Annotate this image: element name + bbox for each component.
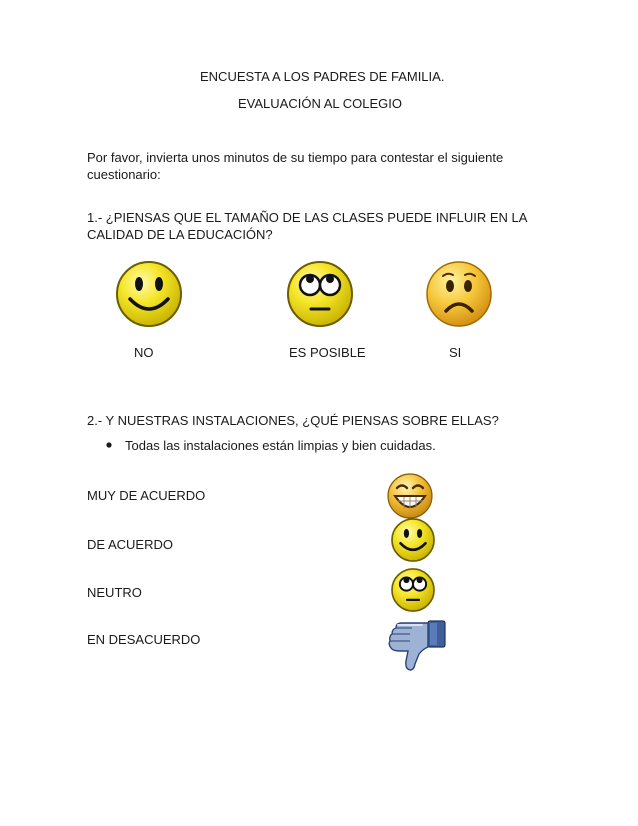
option-si-label: SI [449, 345, 462, 360]
document-subtitle: EVALUACIÓN AL COLEGIO [238, 96, 402, 111]
smiley-grinning-icon [386, 472, 434, 520]
document-title: ENCUESTA A LOS PADRES DE FAMILIA. [200, 69, 445, 84]
question2-bullet-text: Todas las instalaciones están limpias y bien cuidadas. [125, 438, 436, 453]
option-no-label: NO [134, 345, 154, 360]
bullet-dot-icon [106, 442, 112, 448]
smiley-happy-icon [114, 259, 184, 329]
intro-text-line2: cuestionario: [87, 167, 161, 182]
question2-text: 2.- Y NUESTRAS INSTALACIONES, ¿QUÉ PIENSAS SOBRE ELLAS? [87, 413, 499, 428]
smiley-sad-icon [424, 259, 494, 329]
option-es-posible-label: ES POSIBLE [289, 345, 366, 360]
smiley-rolling-eyes-icon [390, 567, 436, 613]
scale-muy-de-acuerdo-label: MUY DE ACUERDO [87, 488, 206, 503]
smiley-happy-icon [390, 517, 436, 563]
smiley-rolling-eyes-icon [285, 259, 355, 329]
scale-en-desacuerdo-label: EN DESACUERDO [87, 632, 201, 647]
thumbs-down-icon [388, 618, 448, 674]
question1-text-line2: CALIDAD DE LA EDUCACIÓN? [87, 227, 273, 242]
intro-text-line1: Por favor, invierta unos minutos de su tiempo para contestar el siguiente [87, 150, 504, 165]
question1-text-line1: 1.- ¿PIENSAS QUE EL TAMAÑO DE LAS CLASES PUEDE INFLUIR EN LA [87, 210, 528, 225]
scale-de-acuerdo-label: DE ACUERDO [87, 537, 173, 552]
scale-neutro-label: NEUTRO [87, 585, 142, 600]
